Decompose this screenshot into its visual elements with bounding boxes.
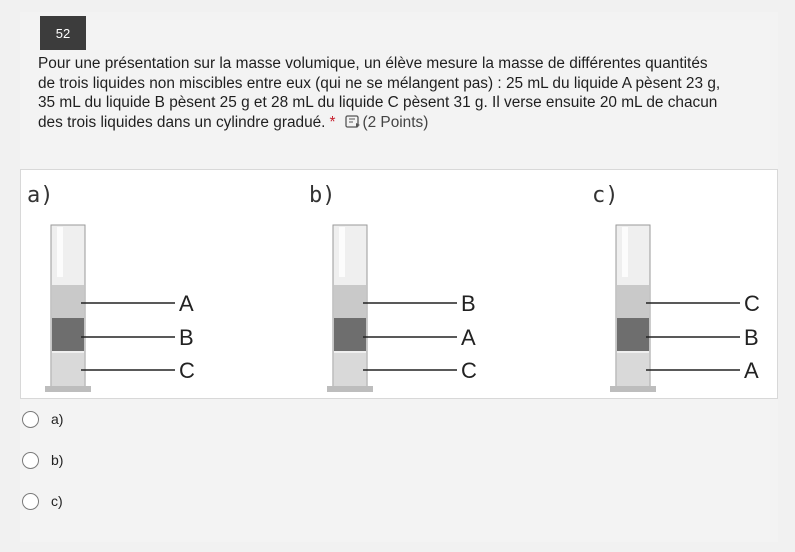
panel-label: a) [27,183,54,208]
panel-label: b) [309,183,336,208]
immersive-reader-icon[interactable] [345,114,362,136]
radio-c[interactable] [22,493,39,510]
layer-letter: B [179,325,194,350]
cylinder-base [45,386,91,392]
layer-letter: A [461,325,476,350]
liquid-layer [617,285,649,318]
option-a-label: a) [51,411,64,427]
liquid-layer [617,353,649,386]
liquid-layer [617,318,649,351]
question-card [20,12,778,542]
layer-letter: B [461,291,476,316]
layer-letter: C [744,291,760,316]
option-b-label: b) [51,452,64,468]
question-figure [20,169,778,399]
layer-letter: B [744,325,759,350]
cylinder-highlight [622,227,628,277]
liquid-layer [52,318,84,351]
radio-b[interactable] [22,452,39,469]
cylinder-base [327,386,373,392]
layer-letter: A [179,291,194,316]
question-number-badge [40,16,86,50]
option-c[interactable] [22,489,63,513]
layer-letter: C [461,358,477,383]
liquid-layer [334,318,366,351]
question-text [38,54,728,135]
layer-letter: A [744,358,759,383]
liquid-layer [52,353,84,386]
liquid-layer [52,285,84,318]
question-number: 52 [55,25,71,41]
cylinder-highlight [57,227,63,277]
points-label: (2 Points) [362,113,429,131]
option-a[interactable] [22,407,63,431]
cylinder-highlight [339,227,345,277]
option-c-label: c) [51,493,63,509]
layer-letter: C [179,358,195,383]
liquid-layer [334,285,366,318]
radio-a[interactable] [22,411,39,428]
graduated-cylinders-figure [21,170,779,400]
question-body: Pour une présentation sur la masse volumique, un élève mesure la masse de différentes quantités de trois liquides non miscibles entre eux (qui ne se mélangent pas) : 25 mL du liquide A pèsent 23 g, 35 mL du liquide B pèsent 25 g et 28 mL du liquide C pèsent 31 g. Il verse ensuite 20 mL de chacun des trois liquides dans un cylindre gradué. [38,55,721,131]
liquid-layer [334,353,366,386]
required-mark: * [329,113,336,131]
panel-label: c) [592,183,619,208]
option-b[interactable] [22,448,63,472]
cylinder-base [610,386,656,392]
